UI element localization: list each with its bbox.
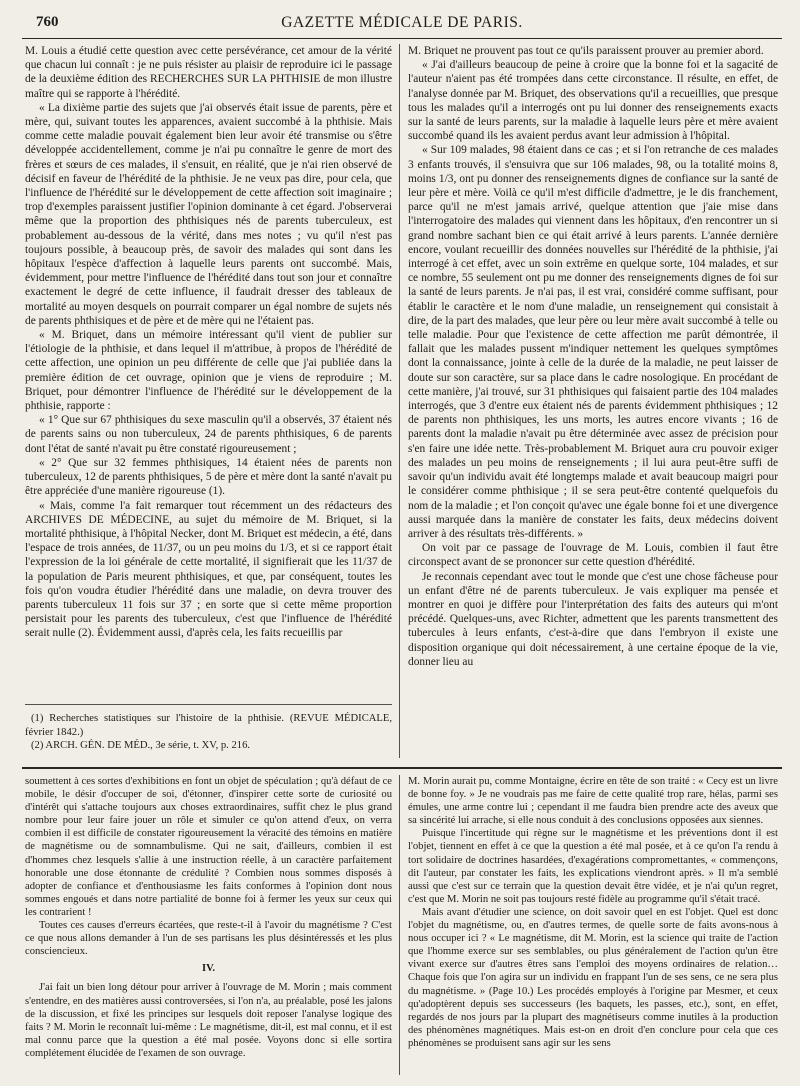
paragraph: J'ai fait un bien long détour pour arriver à l'ouvrage de M. Morin ; mais comment s'entendre, en des matières aussi controversées, si l'on n'a, au préalable, posé les jalons de la discussion, et fixé les principes sur lesquels doit reposer l'analyse logique des faits ? M. Morin le reconnaît lui-même : Le magnétisme, dit-il, est mal connu, et il est mal connu parce que la question a été mal posée. Voyons donc si elle sortira complétement élucidée de l'examen de son ouvrage. bbox=[25, 982, 392, 1059]
paragraph: Puisque l'incertitude qui règne sur le magnétisme et les préventions dont il est l'objet, tiennent en effet à ce que la question a été mal posée, et à ce qu'on l'a rendu à tort solidaire de doctrines hasardées, d'exagérations compromettantes, « commençons, dit l'auteur, par constater les faits, les explications viendront après. » Il m'a semblé aussi que c'est sur ce terrain que la question devait être vidée, et je n'ai qu'un regret, c'est que M. Morin ne soit pas toujours resté fidèle au programme qu'il s'était tracé. bbox=[408, 828, 778, 905]
footnote: (2) ARCH. GÉN. DE MÉD., 3e série, t. XV, p. 216. bbox=[31, 740, 251, 751]
paragraph: soumettent à ces sortes d'exhibitions en font un objet de spéculation ; qu'à défaut de ce mobile, le désir d'occuper de soi, d'étonner, d'inspirer cette sorte de curiosité ou d'intérêt qui s'attache toujours aux choses extraordinaires, suffit chez le plus grand nombre pour leur faire jouer un rôle et simuler ce qu'on attend d'eux, on verra combien il est difficile de constater rigoureusement la véracité des témoins en matière de magnétisme ou de somnambulisme. Qui ne sait, d'ailleurs, combien il est d'hommes chez lesquels s'allie à une instruction réelle, à un caractère parfaitement honorable une dose étonnante de crédulité ? Combien nous sommes disposés à adopter de confiance et d'enthousiasme les faits conformes à l'opinion dont nous sommes engoués et dans notre partialité de bonne foi à fermer les yeux sur ceux qui les contrarient ! bbox=[25, 776, 392, 918]
article-column-right bbox=[408, 44, 778, 759]
footnotes bbox=[25, 712, 392, 753]
feuilleton-column-right bbox=[408, 775, 778, 1075]
paragraph: « M. Briquet, dans un mémoire intéressant qu'il vient de publier sur l'étiologie de la phthisie, et dans lequel il m'attribue, à propos de l'hérédité de cette affection, une opinion un peu différente de celle que j'ai publiée dans la première édition de cet ouvrage, opinion que je viens de reproduire ; M. Briquet, pour démontrer l'influence de l'hérédité sur le développement de la phthisie, rapporte : bbox=[25, 329, 392, 413]
paragraph: On voit par ce passage de l'ouvrage de M. Louis, combien il faut être circonspect avant de se prononcer sur cette question d'hérédité. bbox=[408, 542, 778, 569]
article-column-left bbox=[25, 44, 392, 684]
paragraph: M. Morin aurait pu, comme Montaigne, écrire en tête de son traité : « Cecy est un livre de bonne foy. » Je ne voudrais pas me faire de cette qualité trop rare, hélas, parmi ses émules, une arme contre lui ; cependant il me faudra bien prendre acte des aveux que sa sincérité lui arrache, si elle nous conduit à des conclusions opposées aux siennes. bbox=[408, 776, 778, 827]
paragraph: M. Louis a étudié cette question avec cette persévérance, cet amour de la vérité que chacun lui connaît : je ne puis résister au plaisir de reproduire ici le passage de la deuxième édition des RECHERCHES SUR LA PHTHISIE de mon illustre maître qui se rapporte à l'hérédité. bbox=[25, 45, 392, 100]
section-divider bbox=[22, 767, 782, 769]
paragraph: « La dixième partie des sujets que j'ai observés était issue de parents, père et mère, qui, suivant toutes les apparences, avaient succombé à la phthisie. Mais comme cette maladie pouvait également bien leur avoir été transmise ou s'être développée accidentellement, comme je n'ai pu connaître le genre de mort des frères et sœurs de ces malades, il s'ensuit, en réalité, que je n'ai rien observé de décisif en faveur de l'hérédité de la phthisie. Je ne veux pas dire, pour cela, que l'influence de l'hérédité sur le développement de cette affection soit imaginaire ; trop d'exemples paraissent justifier l'opinion dominante à cet égard. J'observerai même que la proportion des phthisiques nés de parents tuberculeux, est probablement au-dessous de la vérité, dans mes notes ; vu qu'il n'est pas toujours possible, à beaucoup près, de savoir des malades qui sont dans les hôpitaux l'espèce d'affection à laquelle leurs parents ont succombé. Mais, évidemment, pour mettre l'influence de l'hérédité dans tout son jour et connaître exactement le degré de cette influence, il faudrait dresser des tableaux de mortalité au moyen desquels on pourrait comparer un égal nombre de sujets nés de parents phthisiques et de père et de mère qui ne l'étaient pas. bbox=[25, 101, 392, 327]
journal-title: GAZETTE MÉDICALE DE PARIS. bbox=[281, 14, 523, 31]
paragraph: Toutes ces causes d'erreurs écartées, que reste-t-il à l'avoir du magnétisme ? C'est ce que nous allons demander à l'un de ses partisans les plus désintéressés et les plus consciencieux. bbox=[25, 920, 392, 958]
paragraph: « J'ai d'ailleurs beaucoup de peine à croire que la bonne foi et la sagacité de l'auteur n'aient pas été trompées dans cette circonstance. Il résulte, en effet, de l'analyse donnée par M. Briquet, des observations qu'il a recueillies, que presque tous les malades qu'il a interrogés ont pu lui donner des renseignements exacts sur la santé de leurs parents, sur la maladie à laquelle leurs père et mère avaient succombé quand ils les avaient perdus avant leur admission à l'hôpital. bbox=[408, 59, 778, 143]
paragraph: « Mais, comme l'a fait remarquer tout récemment un des rédacteurs des ARCHIVES DE MÉDECINE, au sujet du mémoire de M. Briquet, si la mortalité phthisique, à l'hôpital Necker, dont M. Briquet est médecin, a été, dans l'espace de trois années, de 11/37, ou un peu moins du 1/3, et si ce rapport était l'expression de la loi générale de cette mortalité, il signifierait que les 11/37 de la population de Paris meurent phthisiques, et que, par conséquent, toutes les fois qu'on voudra étudier l'hérédité dans une maladie, on devra trouver des parents tuberculeux 11 fois sur 37 ; en sorte que si cette même proportion persistait pour les parents des tuberculeux, c'est que l'influence de l'hérédité serait nulle (2). Évidemment aussi, d'après cela, les faits recueillis par bbox=[25, 499, 392, 640]
paragraph: « Sur 109 malades, 98 étaient dans ce cas ; et si l'on retranche de ces malades 3 enfants trouvés, il s'ensuivra que sur 106 malades, 98, ou la totalité moins 8, moins 1/3, ont pu donner des renseignements dignes de confiance sur la santé de leur père et mère. Voilà ce qu'il m'est difficile d'admettre, je le dis franchement, parce qu'il ne m'est jamais arrivé, quelque attention que j'aie mise dans l'interrogatoire des malades qui viennent dans les hôpitaux, d'en rencontrer un si grand nombre sachant bien ce qui était arrivé à leurs parents. L'année dernière encore, voulant recueillir des données nouvelles sur l'hérédité de la phthisie, j'ai interrogé à cet effet, avec un soin extrême en quelque sorte, 104 malades, et sur ce nombre, 55 seulement ont pu me donner des renseignements dignes de foi sur la santé de leurs parents. Je n'ai pas, il est vrai, considéré comme suffisant, pour établir le caractère et le nom d'une maladie, un renseignement qui consistait à dire, de la part des malades, que leur père ou leur mère avait succombé à telle ou telle maladie. Pour que l'existence de cette affection me parût démontrée, il fallait que les malades pussent m'indiquer nettement les quelques symptômes dont la connaissance, jointe à celle de la durée de la maladie, ne peut laisser de doute sur son caractère, sur sa place dans le cadre nosologique. En procédant de cette manière, j'ai trouvé, sur 31 phthisiques qui faisaient partie des 104 malades interrogés, que 3 d'entre eux étaient nés de parents évidemment phthisiques ; 12 de parents non phthisiques, les uns morts, les autres encore vivants ; 16 de parents dont la maladie n'avait pu être déterminée avec assez de précision pour s'en faire une idée nette. Très-probablement M. Briquet aura cru pouvoir exiger des malades un peu moins de renseignements ; il lui aura peut-être suffi de savoir qu'un individu avait été longtemps malade et avait beaucoup maigri pour le considérer comme phthisique ; il se sera peut-être contenté quelquefois du nom de la maladie ; et l'on conçoit qu'avec une égale bonne foi et une divergence aussi marquée dans la manière de constater les faits, deux médecins doivent arriver à des résultats très-différents. » bbox=[408, 144, 778, 540]
column-divider-upper bbox=[399, 44, 400, 758]
footnote: (1) Recherches statistiques sur l'histoire de la phthisie. (REVUE MÉDICALE, février 1842.) bbox=[25, 713, 392, 738]
paragraph: Je reconnais cependant avec tout le monde que c'est une chose fâcheuse pour un enfant d'être né de parents tuberculeux. Je vais expliquer ma pensée et montrer en quoi je diffère pour l'interprétation des faits des auteurs qui m'ont précédé. Quelques-uns, avec Richter, admettent que les parents transmettent des tubercules à leurs enfants, c'est-à-dire que dans l'embryon il existe une disposition organique qui doit nécessairement, à une certaine époque de la vie, donner lieu au bbox=[408, 570, 778, 668]
paragraph: « 2° Que sur 32 femmes phthisiques, 14 étaient nées de parents non tuberculeux, 12 de parents phthisiques, 5 de père et mère dont la santé n'avait pu être appréciée d'une manière rigoureuse (1). bbox=[25, 456, 392, 498]
page-number: 760 bbox=[36, 14, 59, 30]
section-numeral: IV. bbox=[201, 963, 216, 975]
page-header bbox=[22, 12, 782, 39]
paragraph: M. Briquet ne prouvent pas tout ce qu'ils paraissent prouver au premier abord. bbox=[408, 45, 764, 57]
footnote-divider bbox=[25, 704, 392, 705]
feuilleton-column-left bbox=[25, 775, 392, 1075]
paragraph: Mais avant d'étudier une science, on doit savoir quel en est l'objet. Quel est donc l'objet du magnétisme, ou, en d'autres termes, de quelle sorte de faits avons-nous à nous occuper ici ? « Le magnétisme, dit M. Morin, est la science qui traite de l'action que l'homme exerce sur ses semblables, ou plus généralement de l'action qu'un être vivant exerce sur d'autres êtres sans l'emploi des moyens ordinaires de relation… Chaque fois que l'on agira sur un individu en frappant l'un de ses sens, ce ne sera plus du magnétisme. » (Page 10.) Les procédés employés à l'origine par Mesmer, et ceux qu'adoptèrent depuis ses successeurs (les baquets, les passes, etc.), sont, en effet, regardés de nos jours par la plupart des magnétiseurs comme inutiles à la production des phénomènes magnétiques. Mais est-on en droit d'en conclure pour cela que ces phénomènes se produisent sans agir sur les sens bbox=[408, 906, 778, 1049]
column-divider-lower bbox=[399, 775, 400, 1075]
paragraph: « 1° Que sur 67 phthisiques du sexe masculin qu'il a observés, 37 étaient nés de parents sains ou non tuberculeux, 24 de parents phthisiques, 6 de parents dont l'état de santé n'avait pu être constaté rigoureusement ; bbox=[25, 414, 392, 455]
